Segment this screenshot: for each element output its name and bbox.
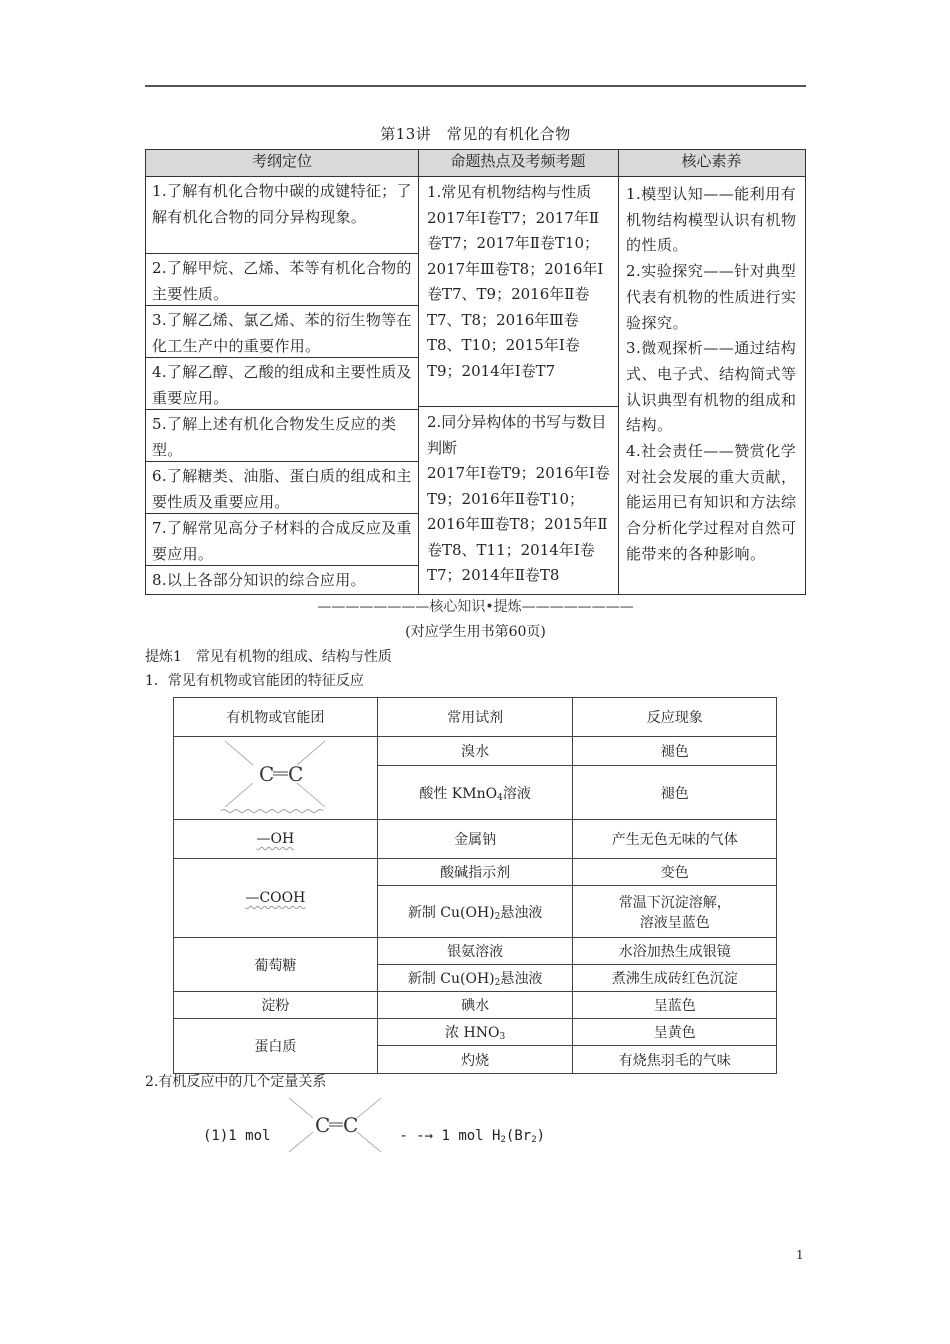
phenomenon-cell: 产生无色无味的气体 [573,820,777,859]
competencies [622,180,805,568]
subscript: 2 [494,911,501,922]
group-label: —OH [256,831,295,847]
phenomenon-cell: 呈蓝色 [573,992,777,1019]
group-label: —COOH [245,890,306,906]
reagent-text: 悬浊液 [500,904,543,921]
table-row [174,938,777,965]
phenomenon-line: 溶液呈蓝色 [639,914,710,931]
group-starch: 淀粉 [174,992,378,1019]
hotspot-questions: 2017年Ⅰ卷T7；2017年Ⅱ卷T7；2017年Ⅱ卷T10；2017年Ⅲ卷T8；2016年Ⅰ卷T7、T9；2016年Ⅱ卷T7、T8；2016年Ⅲ卷T8、T10；2015年Ⅰ卷T9；2014年Ⅰ卷T7 [427,208,604,380]
subsection-title: 提炼1 常见有机物的组成、结构与性质 [145,649,392,665]
reagent-text: 酸性 KMnO [419,785,498,802]
alkene-structure-icon [215,737,335,815]
page-number: 1 [796,1248,804,1262]
reaction-table [173,697,777,1074]
phenomenon-line: 常温下沉淀溶解， [618,894,731,911]
reagent-cell: 银氨溶液 [377,938,573,965]
row-divider [418,406,618,407]
competency-item: 3.微观探析——通过结构式、电子式、结构简式等认识典型有机物的组成和结构。 [626,339,797,435]
hotspot-topic: 1.常见有机物结构与性质 [427,183,592,201]
column-header: 常用试剂 [377,698,573,737]
page-title: 第13讲 常见的有机化合物 [380,125,571,143]
relation-result: ) [536,1128,546,1144]
reagent-cell [377,766,573,820]
header-syllabus: 考纲定位 [146,150,418,177]
item-heading: 2.有机反应中的几个定量关系 [145,1074,327,1090]
header-hotspots: 命题热点及考频考题 [418,150,618,177]
reagent-text: 浓 HNO [445,1025,500,1041]
reagent-cell: 灼烧 [377,1046,573,1074]
subscript: 2 [531,1135,537,1145]
column-divider [418,150,419,594]
competency-item: 1.模型认知——能利用有机物结构模型认识有机物的性质。 [626,185,797,255]
group-alkene [174,737,378,820]
column-header: 有机物或官能团 [174,698,378,737]
overview-table [145,149,806,595]
syllabus-item: 2.了解甲烷、乙烯、苯等有机化合物的主要性质。 [146,254,418,306]
arrow-icon: - -→ [399,1128,434,1144]
hotspot-questions: 2017年Ⅰ卷T9；2016年Ⅰ卷T9；2016年Ⅱ卷T10；2016年Ⅲ卷T8；2015年Ⅱ卷T8、T11；2014年Ⅰ卷T7；2014年Ⅱ卷T8 [427,464,610,584]
reagent-text: 新制 Cu(OH) [407,971,495,987]
reagent-cell [377,965,573,992]
syllabus-item: 8.以上各部分知识的综合应用。 [152,571,366,589]
relation-result: (Br [505,1128,532,1144]
table-row [174,820,777,859]
table-row [174,1019,777,1046]
hotspot-2 [422,408,616,589]
reagent-cell: 酸碱指示剂 [377,859,573,886]
column-divider [618,150,619,594]
phenomenon-cell: 煮沸生成砖红色沉淀 [573,965,777,992]
quantitative-relation-1 [203,1113,546,1154]
competency-item: 2.实验探究——针对典型代表有机物的性质进行实验探究。 [626,262,797,332]
phenomenon-cell [573,886,777,938]
header-competencies: 核心素养 [618,150,805,177]
syllabus-item: 1.了解有机化合物中碳的成键特征；了解有机化合物的同分异构现象。 [146,177,418,254]
table-header-row [174,698,777,737]
reagent-cell [377,886,573,938]
phenomenon-cell: 水浴加热生成银镜 [573,938,777,965]
svg-text:C: C [342,1113,359,1137]
subscript: 4 [497,792,503,803]
syllabus-item: 4.了解乙醇、乙酸的组成和主要性质及重要应用。 [146,358,418,410]
group-glucose: 葡萄糖 [174,938,378,992]
subscript: 2 [494,978,501,988]
reagent-text: 新制 Cu(OH) [407,904,495,921]
group-hydroxyl [174,820,378,859]
column-header: 反应现象 [573,698,777,737]
section-separator: ————————核心知识•提炼———————— [317,599,634,615]
page-reference: (对应学生用书第60页) [405,624,546,640]
relation-prefix: (1)1 mol [203,1128,271,1144]
relation-result: 1 mol H [441,1128,501,1144]
group-protein: 蛋白质 [174,1019,378,1074]
syllabus-item: 6.了解糖类、油脂、蛋白质的组成和主要性质及重要应用。 [146,462,418,514]
table-row [174,992,777,1019]
phenomenon-cell: 褪色 [573,766,777,820]
syllabus-item: 7.了解常见高分子材料的合成反应及重要应用。 [146,514,418,566]
group-carboxyl [174,859,378,938]
reagent-cell: 碘水 [377,992,573,1019]
svg-text:C: C [288,762,304,786]
table-row [174,737,777,766]
item-heading: 1．常见有机物或官能团的特征反应 [145,673,364,689]
reagent-text: 溶液 [502,785,531,802]
header-rule [145,85,806,87]
table-row [174,859,777,886]
syllabus-item: 5.了解上述有机化合物发生反应的类型。 [146,410,418,462]
phenomenon-cell: 褪色 [573,737,777,766]
reagent-cell [377,1019,573,1046]
phenomenon-cell: 变色 [573,859,777,886]
hotspot-1 [422,178,616,384]
competency-item: 4.社会责任——赞赏化学对社会发展的重大贡献，能运用已有知识和方法综合分析化学过程对自然可能带来的各种影响。 [626,442,797,563]
reagent-cell: 金属钠 [377,820,573,859]
subscript: 3 [499,1032,506,1042]
subscript: 2 [500,1135,506,1145]
reagent-text: 悬浊液 [500,971,543,987]
reagent-cell: 溴水 [377,737,573,766]
syllabus-item: 3.了解乙烯、氯乙烯、苯的衍生物等在化工生产中的重要作用。 [146,306,418,358]
phenomenon-cell: 呈黄色 [573,1019,777,1046]
hotspot-topic: 2.同分异构体的书写与数目判断 [427,413,607,457]
phenomenon-cell: 有烧焦羽毛的气味 [573,1046,777,1074]
alkene-structure-icon [285,1096,385,1154]
svg-text:C: C [259,762,275,786]
svg-text:C: C [314,1113,331,1137]
